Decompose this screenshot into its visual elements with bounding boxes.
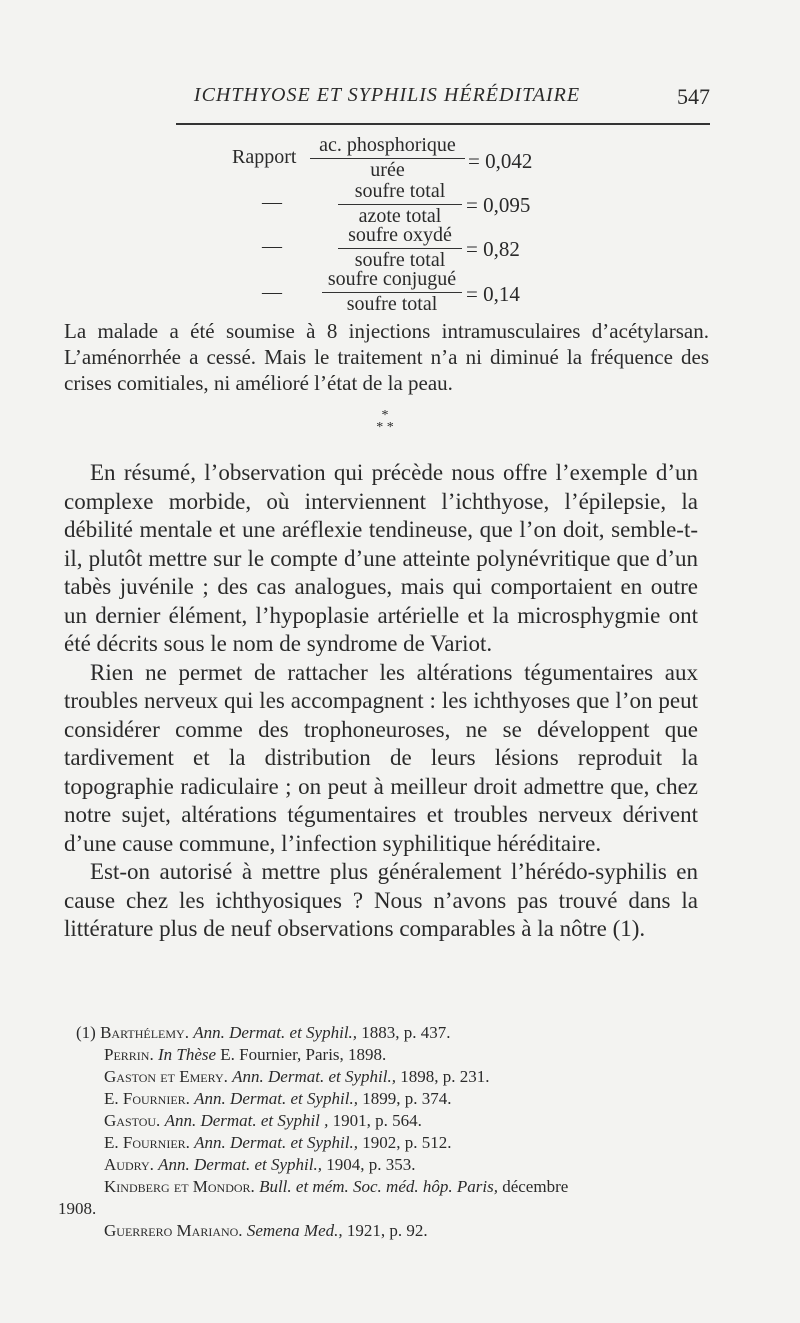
footnotes [58,1022,718,1242]
ratio-lead: — [262,235,282,257]
ratio-value: = 0,042 [468,149,533,173]
ref-details: 1902, p. 512. [362,1133,452,1152]
paragraph: Est-on autorisé à mettre plus généralement l’hérédo-syphilis en cause chez les ichthyosiques ? Nous n’avons pas trouvé dans la littérature plus de neuf observations comparables à la nôtre (1). [64,859,698,941]
ref-source: In Thèse [157,1045,217,1064]
ratio-numerator: ac. phosphorique [310,134,465,159]
ref-author: Audry. [104,1155,154,1174]
ratio-value: = 0,14 [466,282,520,306]
ratio-fraction [338,224,462,272]
ref-source: Ann. Dermat. et Syphil., [194,1133,359,1152]
footnote-ref [58,1110,718,1132]
ratio-lead: — [262,281,282,303]
ratio-lead: Rapport [232,146,297,168]
ref-details: 1904, p. 353. [326,1155,416,1174]
ref-source: Ann. Dermat. et Syphil., [193,1023,358,1042]
ratio-denominator: soufre total [354,249,446,271]
ratio-fraction [322,268,462,316]
ref-author: E. Fournier. [104,1133,190,1152]
ratio-numerator: soufre oxydé [338,224,462,249]
ref-details: 1898, p. 231. [400,1067,490,1086]
ref-source: Bull. et mém. Soc. méd. hôp. Paris, [259,1177,498,1196]
ref-details: décembre [502,1177,569,1196]
ref-source: Ann. Dermat. et Syphil., [194,1089,359,1108]
ratio-numerator: soufre total [338,180,462,205]
footnote-ref [58,1132,718,1154]
section-separator [370,410,400,434]
ref-source: Semena Med., [246,1221,343,1240]
ref-details: 1901, p. 564. [332,1111,422,1130]
separator-stars-bottom: * * [376,420,394,435]
paragraph: En résumé, l’observation qui précède nous offre l’exemple d’un complexe morbide, où interviennent l’ichthyose, l’épilepsie, la débilité mentale et une aréflexie tendineuse, que l’on doit, semble-t-il, plutôt mettre sur le compte d’une atteinte polynévritique que d’un tabès juvénile ; des cas analogues, mais qui comportaient en outre un dernier élément, l’hypoplasie artérielle et la microsphygmie ont été décrits sous le nom de syndrome de Variot. [64,460,698,656]
ref-author: Barthélemy. [100,1023,189,1042]
ref-author: Gastou. [104,1111,161,1130]
ref-details: 1908. [58,1199,97,1218]
ratio-fraction [310,134,465,182]
ref-author: Kindberg et Mondor. [104,1177,255,1196]
running-title: ICHTHYOSE ET SYPHILIS HÉRÉDITAIRE [193,84,581,106]
body-text [64,459,698,944]
footnote-ref [58,1044,718,1066]
footnote-ref [58,1066,718,1088]
ref-source: Ann. Dermat. et Syphil., [232,1067,396,1086]
ref-source: Ann. Dermat. et Syphil., [158,1155,322,1174]
footnote-ref [58,1176,718,1198]
footnote-ref [58,1220,718,1242]
ref-author: Guerrero Mariano. [104,1221,243,1240]
footnote-marker: (1) [76,1023,96,1042]
footnote-ref-continuation [58,1198,718,1220]
case-paragraph: La malade a été soumise à 8 injections intramusculaires d’acétylarsan. L’aménorrhée a cessé. Mais le traitement n’a ni diminué la fréquence des crises comitiales, ni amélioré l’état de la peau. [64,319,709,395]
ref-details: 1899, p. 374. [362,1089,452,1108]
separator-star-top: * [381,408,389,423]
ref-details: 1921, p. 92. [346,1221,428,1240]
footnote-ref [58,1022,718,1044]
ratio-lead: — [262,191,282,213]
footnote-ref [58,1154,718,1176]
ratio-denominator: urée [370,159,405,181]
ref-author: Perrin. [104,1045,154,1064]
ratio-value: = 0,095 [466,193,531,217]
ref-author: Gaston et Emery. [104,1067,228,1086]
ratio-value: = 0,82 [466,237,520,261]
ref-author: E. Fournier. [104,1089,190,1108]
ref-details: 1883, p. 437. [361,1023,451,1042]
running-header [64,84,710,114]
page-number: 547 [677,84,710,109]
footnote-ref [58,1088,718,1110]
header-rule [176,123,710,125]
ratio-fraction [338,180,462,228]
ratio-numerator: soufre conjugué [322,268,462,293]
ratio-denominator: soufre total [346,293,438,315]
ref-details: E. Fournier, Paris, 1898. [220,1045,387,1064]
ratio-denominator: azote total [358,205,442,227]
paragraph: Rien ne permet de rattacher les altérations tégumentaires aux troubles nerveux qui les accompagnent : les ichthyoses que l’on peut considérer comme des trophoneuroses, ne se développent que tardivement et la distribution de leurs lésions reproduit la topographie radiculaire ; on peut à meilleur droit admettre que, chez notre sujet, altérations tégumentaires et troubles nerveux dérivent d’une cause commune, l’infection syphilitique héréditaire. [64,659,698,856]
ref-source: Ann. Dermat. et Syphil , [164,1111,329,1130]
